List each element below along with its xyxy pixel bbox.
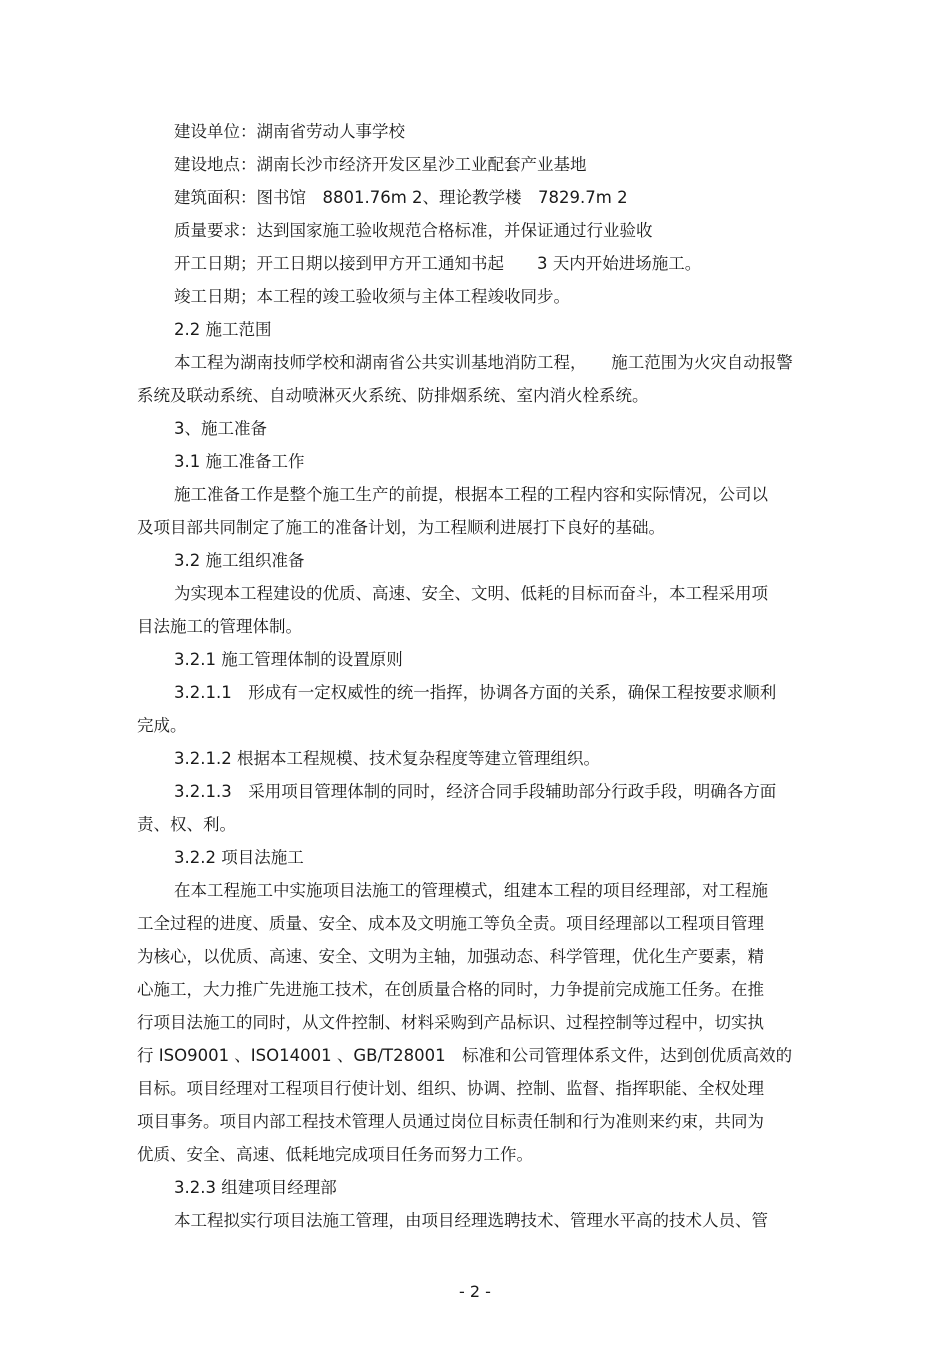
text-line: 完成。: [137, 716, 187, 735]
text-line: 为核心，以优质、高速、安全、文明为主轴，加强动态、科学管理，优化生产要素，精: [137, 947, 764, 966]
text-line: 本工程拟实行项目法施工管理，由项目经理选聘技术、管理水平高的技术人员、管: [174, 1211, 768, 1230]
text-line: 在本工程施工中实施项目法施工的管理模式，组建本工程的项目经理部，对工程施: [174, 881, 768, 900]
text-line: 为实现本工程建设的优质、高速、安全、文明、低耗的目标而奋斗，本工程采用项: [174, 584, 768, 603]
section-heading: 3.2.2 项目法施工: [174, 848, 304, 867]
text-line: 项目事务。项目内部工程技术管理人员通过岗位目标责任制和行为准则来约束，共同为: [137, 1112, 764, 1131]
text-line: 目标。项目经理对工程项目行使计划、组织、协调、控制、监督、指挥职能、全权处理: [137, 1079, 764, 1098]
text-line: 开工日期；开工日期以接到甲方开工通知书起 3 天内开始进场施工。: [174, 254, 702, 273]
text-line: 竣工日期；本工程的竣工验收须与主体工程竣收同步。: [174, 287, 570, 306]
text-line: 3.2.1.2 根据本工程规模、技术复杂程度等建立管理组织。: [174, 749, 600, 768]
section-heading: 3.2 施工组织准备: [174, 551, 305, 570]
section-heading: 3、施工准备: [174, 419, 267, 438]
text-line: 建筑面积：图书馆 8801.76m 2、理论教学楼 7829.7m 2: [174, 188, 628, 207]
text-line: 建设单位：湖南省劳动人事学校: [174, 122, 405, 141]
text-line: 目法施工的管理体制。: [137, 617, 302, 636]
text-line: 本工程为湖南技师学校和湖南省公共实训基地消防工程， 施工范围为火灾自动报警: [174, 353, 793, 372]
section-heading: 3.1 施工准备工作: [174, 452, 305, 471]
text-line: 建设地点：湖南长沙市经济开发区星沙工业配套产业基地: [174, 155, 587, 174]
section-heading: 3.2.3 组建项目经理部: [174, 1178, 337, 1197]
text-line: 质量要求：达到国家施工验收规范合格标准，并保证通过行业验收: [174, 221, 653, 240]
text-line: 施工准备工作是整个施工生产的前提，根据本工程的工程内容和实际情况，公司以: [174, 485, 768, 504]
text-line: 工全过程的进度、质量、安全、成本及文明施工等负全责。项目经理部以工程项目管理: [137, 914, 764, 933]
section-heading: 2.2 施工范围: [174, 320, 272, 339]
text-line: 3.2.1.1 形成有一定权威性的统一指挥，协调各方面的关系，确保工程按要求顺利: [174, 683, 777, 702]
text-line: 系统及联动系统、自动喷淋灭火系统、防排烟系统、室内消火栓系统。: [137, 386, 649, 405]
text-line: 责、权、利。: [137, 815, 236, 834]
section-heading: 3.2.1 施工管理体制的设置原则: [174, 650, 403, 669]
page-number: - 2 -: [459, 1282, 491, 1301]
text-line: 优质、安全、高速、低耗地完成项目任务而努力工作。: [137, 1145, 533, 1164]
text-line: 心施工，大力推广先进施工技术，在创质量合格的同时，力争提前完成施工任务。在推: [137, 980, 764, 999]
text-line: 行 ISO9001 、ISO14001 、GB/T28001 标准和公司管理体系文件，达到创优质高效的: [137, 1046, 793, 1065]
text-line: 及项目部共同制定了施工的准备计划，为工程顺利进展打下良好的基础。: [137, 518, 665, 537]
text-line: 3.2.1.3 采用项目管理体制的同时，经济合同手段辅助部分行政手段，明确各方面: [174, 782, 777, 801]
text-line: 行项目法施工的同时，从文件控制、材料采购到产品标识、过程控制等过程中，切实执: [137, 1013, 764, 1032]
